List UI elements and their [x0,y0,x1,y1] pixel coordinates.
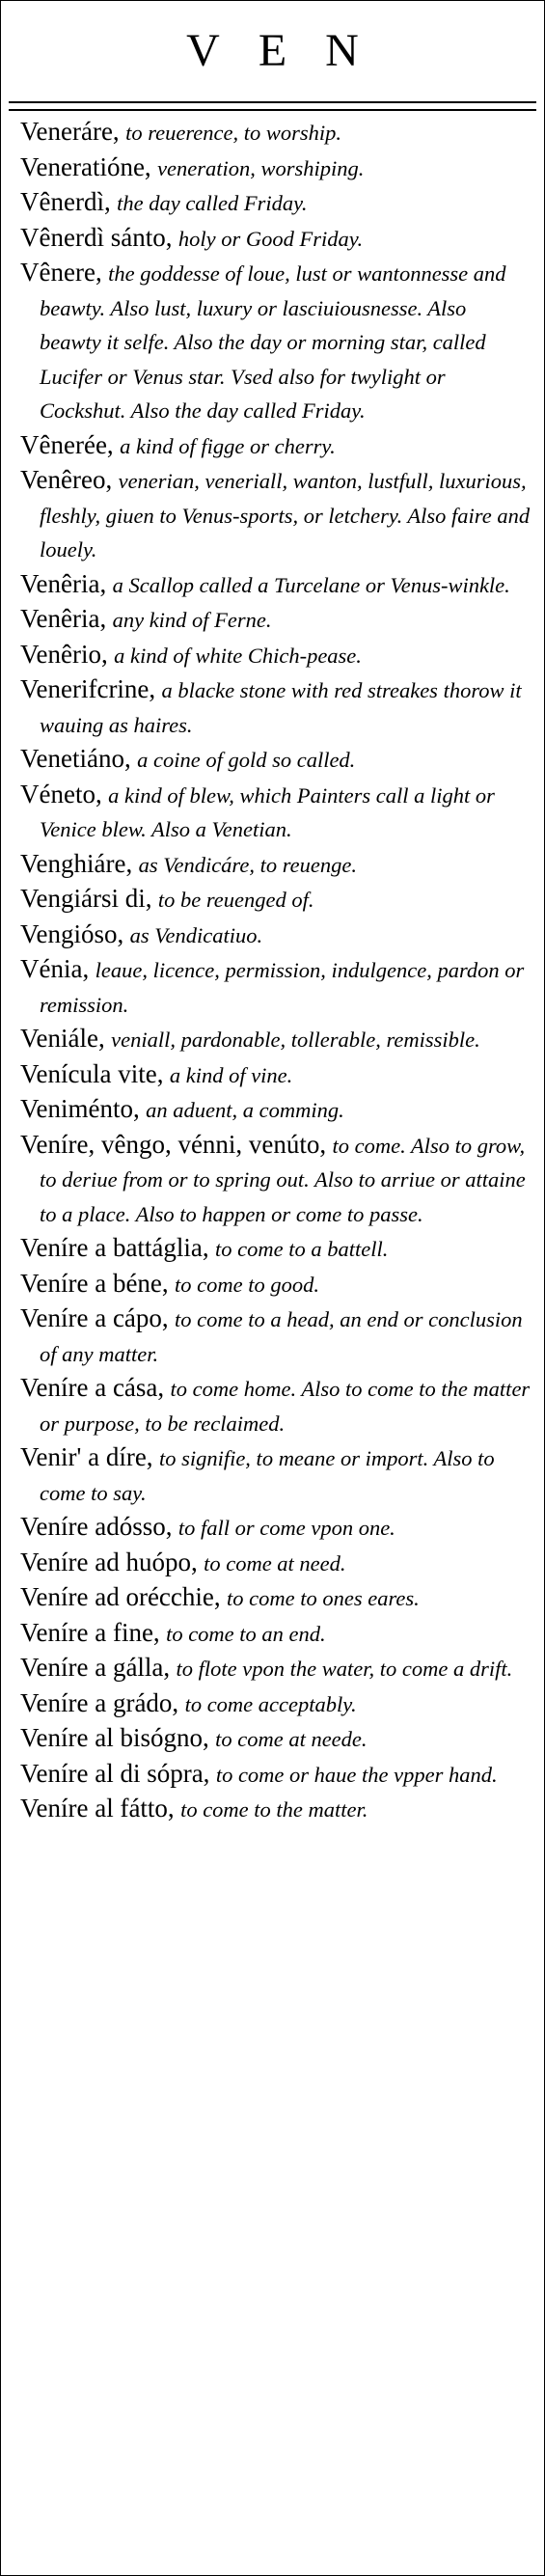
entry-headword: Venêrio, [20,639,108,669]
entry-definition: a blacke stone with red streakes thorow it wauing as haires. [40,678,522,737]
entry [20,1267,531,1302]
entry-headword: Venetiáno, [20,744,131,773]
entry-definition: a kind of figge or cherry. [120,433,336,458]
entry [20,1651,531,1686]
entry-headword: Vengiársi di, [20,884,152,913]
entry-headword: Venêria, [20,604,107,633]
entry-definition: to signifie, to meane or import. Also to come to say. [40,1446,495,1505]
entry [20,151,531,186]
header-rule [9,101,536,103]
entry [20,1616,531,1652]
entry-definition: a kind of vine. [169,1062,293,1087]
entry [20,742,531,778]
entry [20,185,531,221]
entry-definition: to come acceptably. [184,1691,357,1716]
entry [20,602,531,638]
entry [20,1757,531,1793]
entry-definition: to come to a battell. [215,1237,389,1261]
entry-definition: to come to a head, an end or conclusion of any matter. [40,1307,523,1366]
entry-headword: Veníre a béne, [20,1268,169,1298]
entry-definition: to come to an end. [166,1621,326,1646]
entry-headword: Vênerdì sánto, [20,222,173,252]
entry-list [20,115,531,1827]
entry [20,952,531,1022]
entry-definition: to fall or come vpon one. [177,1516,395,1540]
entry [20,1792,531,1827]
entry-definition: a coine of gold so called. [137,748,356,772]
entry-definition: the day called Friday. [117,191,308,215]
entry-definition: veniall, pardonable, tollerable, remissible. [111,1028,480,1052]
entry [20,918,531,953]
entry [20,1231,531,1267]
entry-headword: Véneto, [20,779,102,808]
entry [20,1686,531,1722]
entry-headword: Vénia, [20,954,90,983]
entry [20,256,531,428]
entry-definition: to come or haue the vpper hand. [215,1762,498,1787]
entry-definition: to come at neede. [215,1727,368,1751]
entry-headword: Venerifcrine, [20,674,156,703]
entry [20,672,531,742]
entry-headword: Veniále, [20,1024,105,1053]
entry [20,1022,531,1057]
entry-headword: Veneráre, [20,117,120,146]
entry-definition: venerian, veneriall, wanton, lustfull, luxurious, fleshly, giuen to Venus-sports, or letchery. Also faire and louely. [40,469,531,562]
entry-definition: a Scallop called a Turcelane or Venus-winkle. [112,572,510,597]
entry-headword: Venêreo, [20,465,113,494]
entry [20,1546,531,1581]
entry [20,778,531,847]
entry-definition: holy or Good Friday. [177,226,364,251]
entry-headword: Veníre al di sópra, [20,1758,210,1788]
entry [20,221,531,257]
entry-definition: an aduent, a comming. [146,1098,344,1122]
entry-headword: Vênerée, [20,429,114,459]
entry-definition: the goddesse of loue, lust or wantonnesse and beawty. Also lust, luxury or lasciuiousnesse. Also beawty it selfe. Also the day or morning star, called Lucifer or Venus star. Vsed also for twylight or Cockshut. Also the day called Friday. [40,261,506,423]
entry-definition: to come to good. [175,1272,320,1297]
entry-headword: Vênere, [20,258,102,287]
entry [20,638,531,673]
entry-headword: Vengióso, [20,918,124,948]
entry-headword: Veniménto, [20,1094,140,1123]
entry-definition: veneration, worshiping. [157,155,365,180]
entry-headword: Venghiáre, [20,848,133,878]
entry-headword: Veníre a cása, [20,1373,165,1402]
entry [20,463,531,567]
entry-headword: Veníre a fine, [20,1617,160,1647]
entry-definition: leaue, licence, permission, indulgence, pardon or remission. [40,958,525,1017]
entry-headword: Veníre adósso, [20,1512,173,1541]
entry-definition: to flote vpon the water, to come a drift. [176,1657,513,1681]
entry [20,1057,531,1093]
entry [20,847,531,883]
entry-definition: to come to ones eares. [227,1586,420,1610]
header-rule-inner [9,109,536,111]
entry [20,1440,531,1510]
entry [20,567,531,603]
page-title: VEN [186,25,397,76]
entry-headword: Veníre al fátto, [20,1794,175,1822]
entry-headword: Veneratióne, [20,151,151,181]
entry-definition: to come home. Also to come to the matter or purpose, to be reclaimed. [40,1377,531,1436]
entry-definition: as Vendicáre, to reuenge. [138,852,357,877]
entry-headword: Venir' a díre, [20,1442,153,1471]
entry [20,1128,531,1232]
entry-headword: Veníre ad orécchie, [20,1582,221,1611]
entry [20,1721,531,1757]
entry [20,1371,531,1440]
entry-definition: to come to the matter. [180,1797,368,1822]
entry [20,115,531,151]
page-header [1,1,544,101]
entry-definition: as Vendicatiuo. [129,922,263,947]
entry-definition: to reuerence, to worship. [125,121,341,145]
entry [20,882,531,918]
entry-headword: Veníre a cápo, [20,1303,169,1332]
entry-headword: Veníre ad huópo, [20,1547,198,1576]
entry [20,1510,531,1546]
entry-headword: Veníre a battáglia, [20,1233,209,1262]
entry [20,1302,531,1371]
entry-headword: Veníre a gálla, [20,1653,171,1682]
entry-definition: a kind of white Chich-pease. [114,643,362,668]
entry-headword: Venícula vite, [20,1058,164,1088]
entry-headword: Veníre al bisógno, [20,1723,209,1752]
entry-definition: to come at need. [204,1550,346,1576]
entry [20,428,531,464]
entry-definition: to come. Also to grow, to deriue from or to spring out. Also to arriue or attaine to a place. Also to happen or come to passe. [40,1133,526,1226]
entry-definition: any kind of Ferne. [112,608,272,632]
entry-headword: Venêria, [20,568,107,598]
entry-headword: Veníre a grádo, [20,1687,179,1717]
entry [20,1092,531,1128]
entry-headword: Veníre, vêngo, vénni, venúto, [20,1129,327,1159]
entry [20,1580,531,1616]
entry-definition: to be reuenged of. [157,888,314,912]
entry-definition: a kind of blew, which Painters call a light or Venice blew. Also a Venetian. [40,782,495,841]
entry-headword: Vênerdì, [20,187,111,216]
